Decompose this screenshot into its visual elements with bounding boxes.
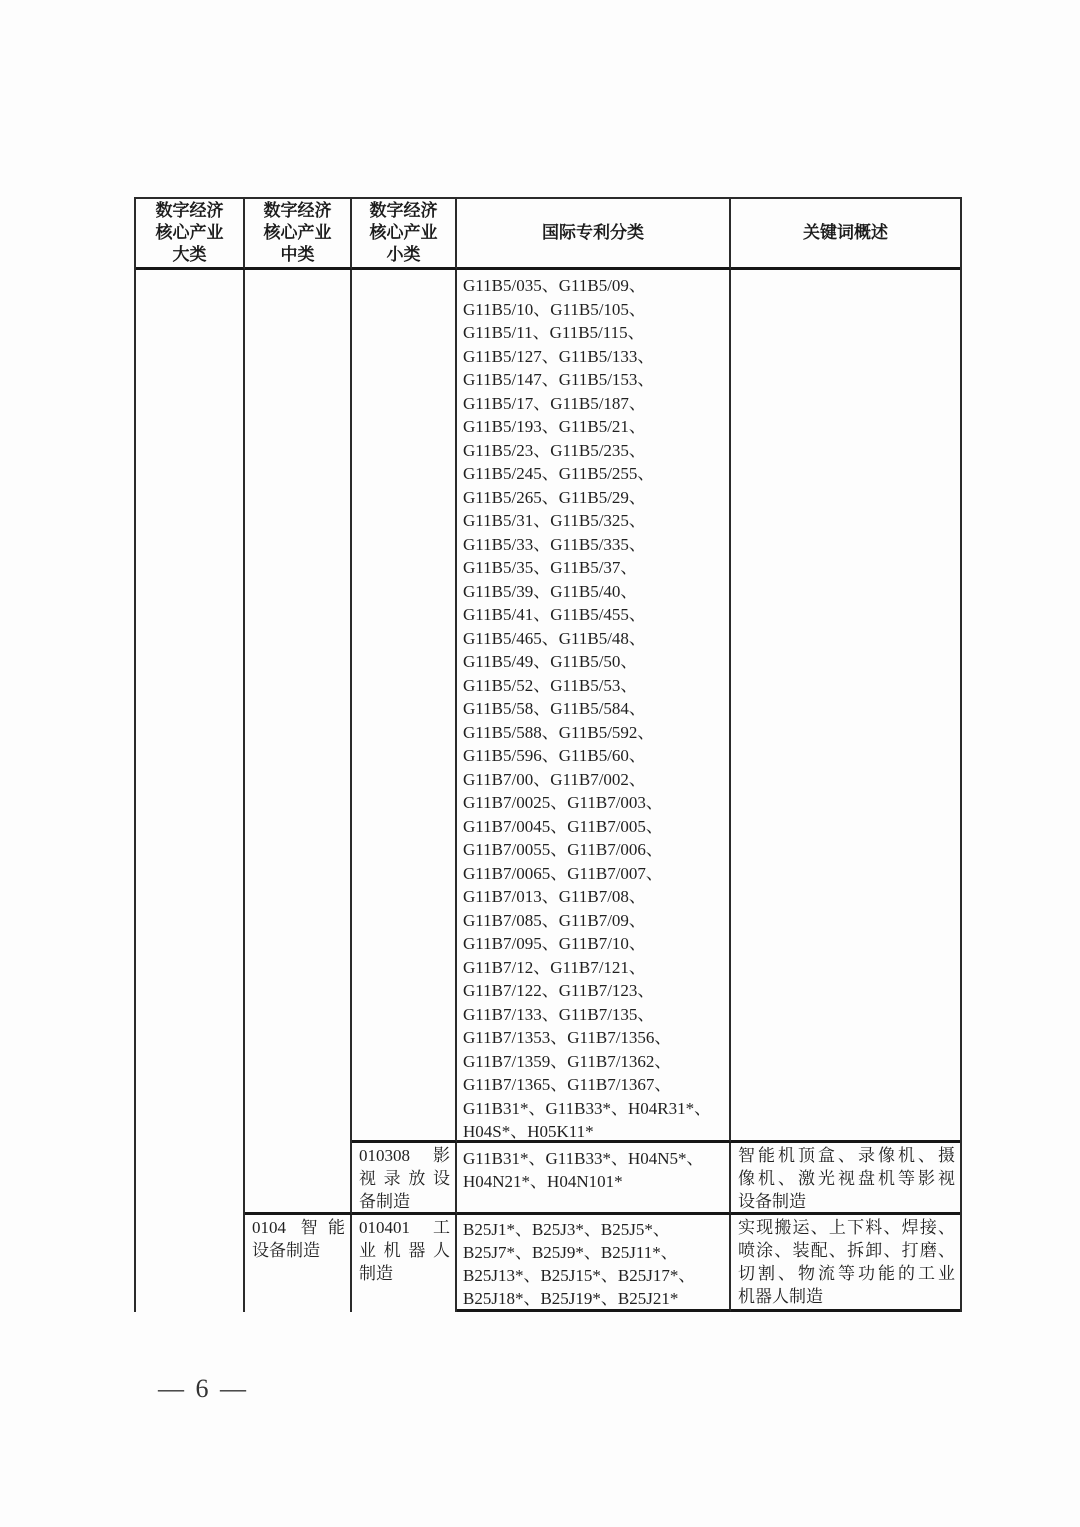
- cell-middle-category-0104: [245, 1215, 352, 1312]
- ipc-code-line: G11B7/0055、G11B7/006、: [463, 840, 663, 859]
- header-line: 核心产业: [369, 223, 438, 242]
- category-line: 业机器人: [359, 1241, 450, 1260]
- ipc-code-line: G11B5/23、G11B5/235、: [463, 440, 646, 460]
- ipc-code-line: G11B31*、G11B33*、H04N5*、: [463, 1149, 704, 1168]
- cell-minor-category-010401: [352, 1215, 457, 1312]
- header-middle-category: [245, 199, 352, 270]
- ipc-code-line: G11B7/013、G11B7/08、: [463, 887, 646, 906]
- keyword-line: 智能机顶盒、录像机、摄: [738, 1146, 955, 1165]
- category-line: 010308 影: [359, 1146, 450, 1165]
- ipc-code-line: G11B7/0045、G11B7/005、: [463, 816, 663, 836]
- header-keyword-summary: 关键词概述: [731, 199, 960, 270]
- ipc-code-line: G11B5/596、G11B5/60、: [463, 746, 646, 765]
- ipc-code-line: G11B7/1353、G11B7/1356、: [463, 1028, 672, 1047]
- ipc-code-line: G11B5/588、G11B5/592、: [463, 722, 655, 742]
- header-minor-category: [352, 199, 457, 270]
- keyword-line: 设备制造: [738, 1192, 806, 1211]
- cell-minor-category-continued: [352, 270, 457, 1143]
- ipc-code-line: G11B5/193、G11B5/21、: [463, 417, 646, 436]
- ipc-code-line: G11B7/133、G11B7/135、: [463, 1004, 655, 1024]
- ipc-code-line: G11B5/147、G11B5/153、: [463, 370, 655, 389]
- ipc-code-line: G11B5/265、G11B5/29、: [463, 487, 646, 507]
- category-line: 010401 工: [359, 1218, 450, 1237]
- ipc-code-line: G11B5/465、G11B5/48、: [463, 628, 646, 648]
- ipc-code-line: G11B7/0025、G11B7/003、: [463, 793, 663, 812]
- cell-keywords-010308: [731, 1143, 960, 1215]
- ipc-code-line: G11B5/245、G11B5/255、: [463, 464, 655, 483]
- ipc-code-line: G11B5/035、G11B5/09、: [463, 276, 646, 295]
- ipc-code-line: H04S*、H05K11*: [463, 1122, 594, 1141]
- cell-ipc-010401: [457, 1215, 731, 1312]
- ipc-code-line: G11B5/58、G11B5/584、: [463, 699, 646, 718]
- header-line: 数字经济: [263, 201, 332, 220]
- ipc-code-line: G11B7/00、G11B7/002、: [463, 769, 646, 789]
- ipc-code-line: G11B5/10、G11B5/105、: [463, 299, 646, 319]
- ipc-code-line: G11B7/1359、G11B7/1362、: [463, 1051, 672, 1071]
- category-line: 视录放设: [359, 1169, 450, 1188]
- ipc-code-line: G11B5/31、G11B5/325、: [463, 511, 646, 530]
- cell-major-category-continued: [136, 270, 245, 1312]
- ipc-code-line: G11B5/41、G11B5/455、: [463, 605, 646, 624]
- header-line: 数字经济: [369, 201, 438, 220]
- ipc-code-line: H04N21*、H04N101*: [463, 1172, 623, 1191]
- cell-middle-category-continued: [245, 270, 352, 1215]
- keyword-line: 实现搬运、上下料、焊接、: [738, 1218, 955, 1237]
- header-line: 数字经济: [155, 201, 224, 220]
- category-line: 备制造: [359, 1192, 410, 1211]
- ipc-code-line: G11B5/35、G11B5/37、: [463, 558, 638, 577]
- ipc-code-line: B25J18*、B25J19*、B25J21*: [463, 1289, 679, 1308]
- ipc-code-line: G11B5/39、G11B5/40、: [463, 581, 638, 601]
- digital-economy-classification-table: [134, 197, 962, 1312]
- keyword-line: 切割、物流等功能的工业: [738, 1264, 955, 1283]
- category-line: 0104 智能: [252, 1218, 345, 1237]
- cell-minor-category-010308: [352, 1143, 457, 1215]
- header-ipc: 国际专利分类: [457, 199, 731, 270]
- keyword-line: 喷涂、装配、拆卸、打磨、: [738, 1241, 955, 1260]
- cell-ipc-continued-list: [457, 270, 731, 1143]
- header-line: 中类: [280, 245, 315, 264]
- keyword-line: 像机、激光视盘机等影视: [738, 1169, 955, 1188]
- cell-keywords-continued: [731, 270, 960, 1143]
- ipc-code-line: G11B7/095、G11B7/10、: [463, 934, 646, 953]
- ipc-code-line: G11B5/11、G11B5/115、: [463, 323, 645, 342]
- ipc-code-line: G11B7/12、G11B7/121、: [463, 957, 646, 977]
- ipc-code-line: G11B5/127、G11B5/133、: [463, 346, 655, 366]
- category-line: 设备制造: [252, 1241, 320, 1260]
- ipc-code-line: G11B5/52、G11B5/53、: [463, 675, 638, 695]
- ipc-code-line: G11B7/085、G11B7/09、: [463, 910, 646, 930]
- header-line: 大类: [172, 245, 207, 264]
- ipc-code-line: G11B7/1365、G11B7/1367、: [463, 1075, 672, 1094]
- ipc-code-line: G11B5/49、G11B5/50、: [463, 652, 638, 671]
- ipc-code-line: G11B7/0065、G11B7/007、: [463, 863, 663, 883]
- ipc-code-line: G11B5/17、G11B5/187、: [463, 393, 646, 413]
- cell-ipc-010308: [457, 1143, 731, 1215]
- ipc-code-line: B25J1*、B25J3*、B25J5*、: [463, 1220, 670, 1239]
- page-number: — 6 —: [158, 1374, 246, 1403]
- header-line: 小类: [386, 245, 421, 264]
- header-major-category: [136, 199, 245, 270]
- cell-keywords-010401: [731, 1215, 960, 1312]
- header-line: 核心产业: [263, 223, 332, 242]
- keyword-line: 机器人制造: [738, 1287, 823, 1306]
- ipc-code-line: G11B5/33、G11B5/335、: [463, 534, 646, 554]
- ipc-code-line: B25J7*、B25J9*、B25J11*、: [463, 1243, 678, 1262]
- ipc-code-line: B25J13*、B25J15*、B25J17*、: [463, 1266, 696, 1285]
- header-line: 核心产业: [155, 223, 224, 242]
- ipc-code-line: G11B7/122、G11B7/123、: [463, 981, 655, 1000]
- ipc-code-line: G11B31*、G11B33*、H04R31*、: [463, 1098, 712, 1118]
- category-line: 制造: [359, 1264, 393, 1283]
